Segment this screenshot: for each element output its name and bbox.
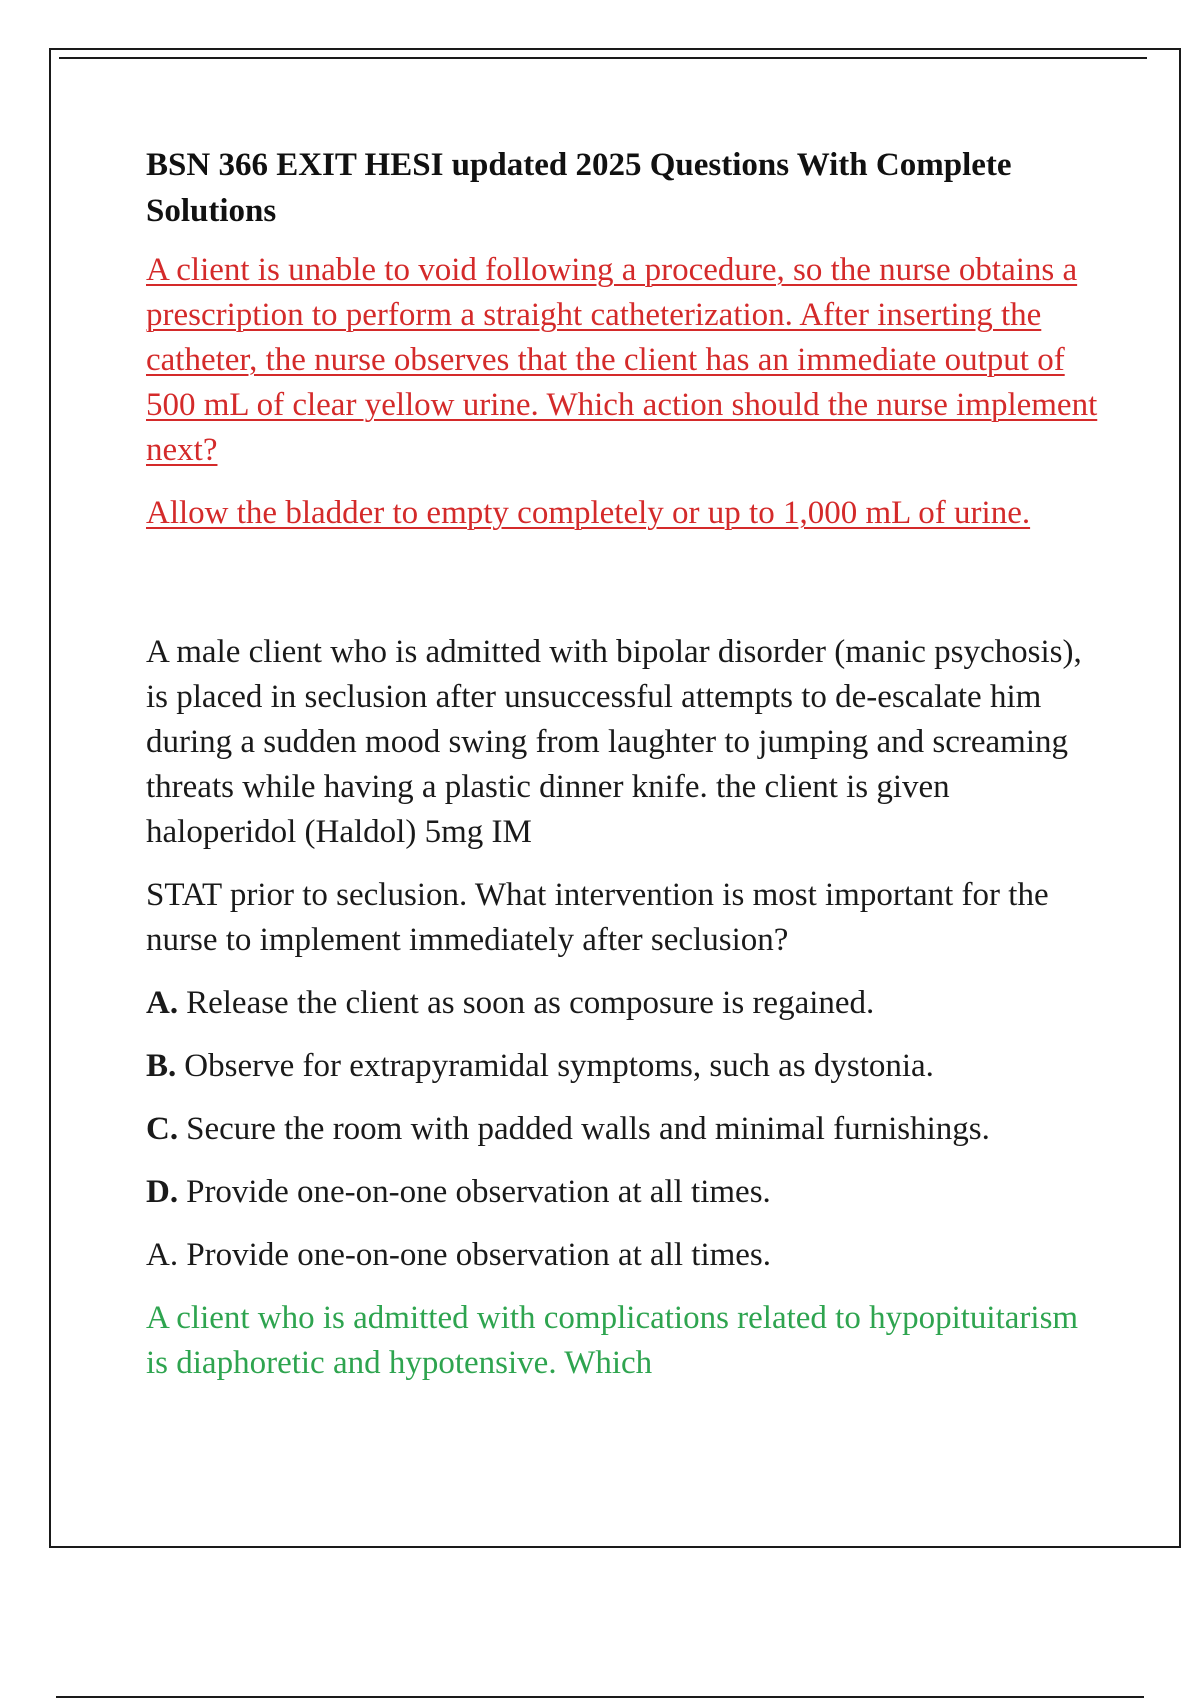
- option-a: [146, 981, 1106, 1026]
- option-a-letter: A.: [146, 985, 179, 1021]
- answer-1-link[interactable]: Allow the bladder to empty completely or up to 1,000 mL of urine.: [146, 495, 1031, 531]
- option-b-letter: B.: [146, 1048, 177, 1084]
- question-1-link[interactable]: A client is unable to void following a procedure, so the nurse obtains a prescription to perform a straight catheterization. After inserting the catheter, the nurse observes that the client has an immediate output of 500 mL of clear yellow urine. Which action should the nurse implement next?: [146, 252, 1098, 468]
- option-d-letter: D.: [146, 1174, 179, 1210]
- option-b: [146, 1044, 1106, 1089]
- bottom-rule: [56, 1696, 1144, 1698]
- question-3-fragment: A client who is admitted with complications related to hypopituitarism is diaphoretic and hypotensive. Which: [146, 1300, 1079, 1381]
- document-title: BSN 366 EXIT HESI updated 2025 Questions With Complete Solutions: [146, 147, 1012, 229]
- option-a-text: Release the client as soon as composure is regained.: [186, 985, 875, 1021]
- section-gap: [146, 554, 1106, 630]
- question-1-text[interactable]: [146, 248, 1106, 473]
- option-c: [146, 1107, 1106, 1152]
- question-2-part2: STAT prior to seclusion. What intervention is most important for the nurse to implement immediately after seclusion?: [146, 877, 1049, 958]
- option-c-letter: C.: [146, 1111, 179, 1147]
- question-2-part1: A male client who is admitted with bipolar disorder (manic psychosis), is placed in seclusion after unsuccessful attempts to de-escalate him during a sudden mood swing from laughter to jumping and screaming threats while having a plastic dinner knife. the client is given haloperidol (Haldol) 5mg IM: [146, 634, 1082, 850]
- option-b-text: Observe for extrapyramidal symptoms, such as dystonia.: [184, 1048, 934, 1084]
- option-c-text: Secure the room with padded walls and minimal furnishings.: [186, 1111, 990, 1147]
- document-content: [146, 142, 1106, 1404]
- option-d: [146, 1170, 1106, 1215]
- top-rule: [59, 57, 1147, 59]
- answer-1-text[interactable]: [146, 491, 1106, 536]
- answer-2-text: A. Provide one-on-one observation at all times.: [146, 1237, 772, 1273]
- option-d-text: Provide one-on-one observation at all times.: [186, 1174, 771, 1210]
